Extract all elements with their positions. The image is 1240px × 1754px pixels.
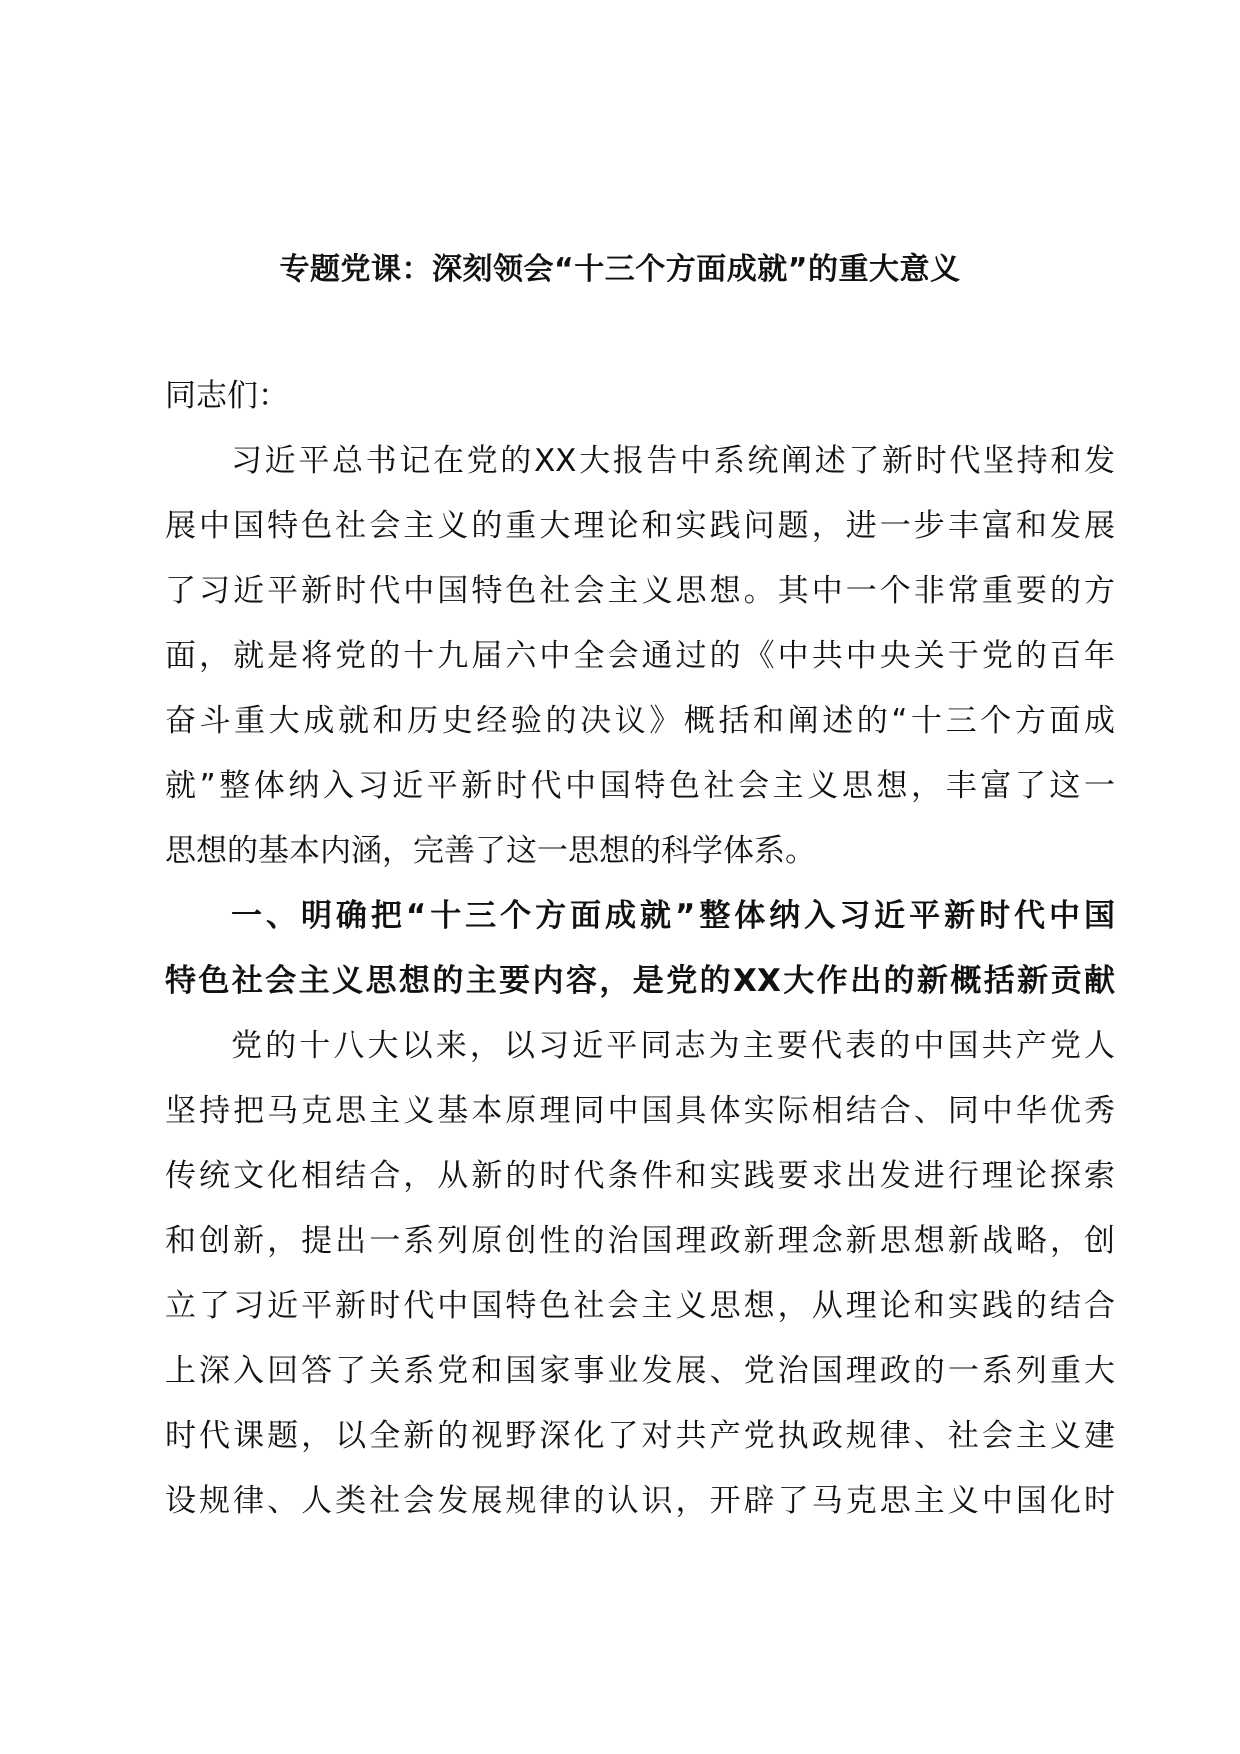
salutation: 同志们： <box>165 378 289 414</box>
paragraph-2-line-4: 和创新，提出一系列原创性的治国理政新理念新思想新战略，创 <box>165 1223 1115 1259</box>
document-body <box>165 364 1115 1534</box>
paragraph-1-line-3: 了习近平新时代中国特色社会主义思想。其中一个非常重要的方 <box>165 573 1115 609</box>
paragraph-1-line-7: 思想的基本内涵，完善了这一思想的科学体系。 <box>165 833 816 869</box>
paragraph-2-line-7: 时代课题，以全新的视野深化了对共产党执政规律、社会主义建 <box>165 1418 1115 1454</box>
paragraph-1-line-4: 面，就是将党的十九届六中全会通过的《中共中央关于党的百年 <box>165 638 1115 674</box>
paragraph-1-line-2: 展中国特色社会主义的重大理论和实践问题，进一步丰富和发展 <box>165 508 1115 544</box>
paragraph-2-line-2: 坚持把马克思主义基本原理同中国具体实际相结合、同中华优秀 <box>165 1093 1115 1129</box>
paragraph-2-line-5: 立了习近平新时代中国特色社会主义思想，从理论和实践的结合 <box>165 1288 1115 1324</box>
paragraph-2-line-8: 设规律、人类社会发展规律的认识，开辟了马克思主义中国化时 <box>165 1483 1115 1519</box>
section-heading-line-1: 一、明确把“十三个方面成就”整体纳入习近平新时代中国 <box>231 898 1115 934</box>
paragraph-2-line-1: 党的十八大以来，以习近平同志为主要代表的中国共产党人 <box>231 1028 1115 1064</box>
paragraph-1-line-5: 奋斗重大成就和历史经验的决议》概括和阐述的“十三个方面成 <box>165 703 1115 739</box>
section-heading-line-2: 特色社会主义思想的主要内容，是党的XX大作出的新概括新贡献 <box>165 963 1115 999</box>
paragraph-2-line-3: 传统文化相结合，从新的时代条件和实践要求出发进行理论探索 <box>165 1158 1115 1194</box>
paragraph-2-line-6: 上深入回答了关系党和国家事业发展、党治国理政的一系列重大 <box>165 1353 1115 1389</box>
paragraph-1-line-1: 习近平总书记在党的XX大报告中系统阐述了新时代坚持和发 <box>231 443 1115 479</box>
page-title: 专题党课：深刻领会“十三个方面成就”的重大意义 <box>279 252 961 287</box>
paragraph-1-line-6: 就”整体纳入习近平新时代中国特色社会主义思想，丰富了这一 <box>165 768 1115 804</box>
